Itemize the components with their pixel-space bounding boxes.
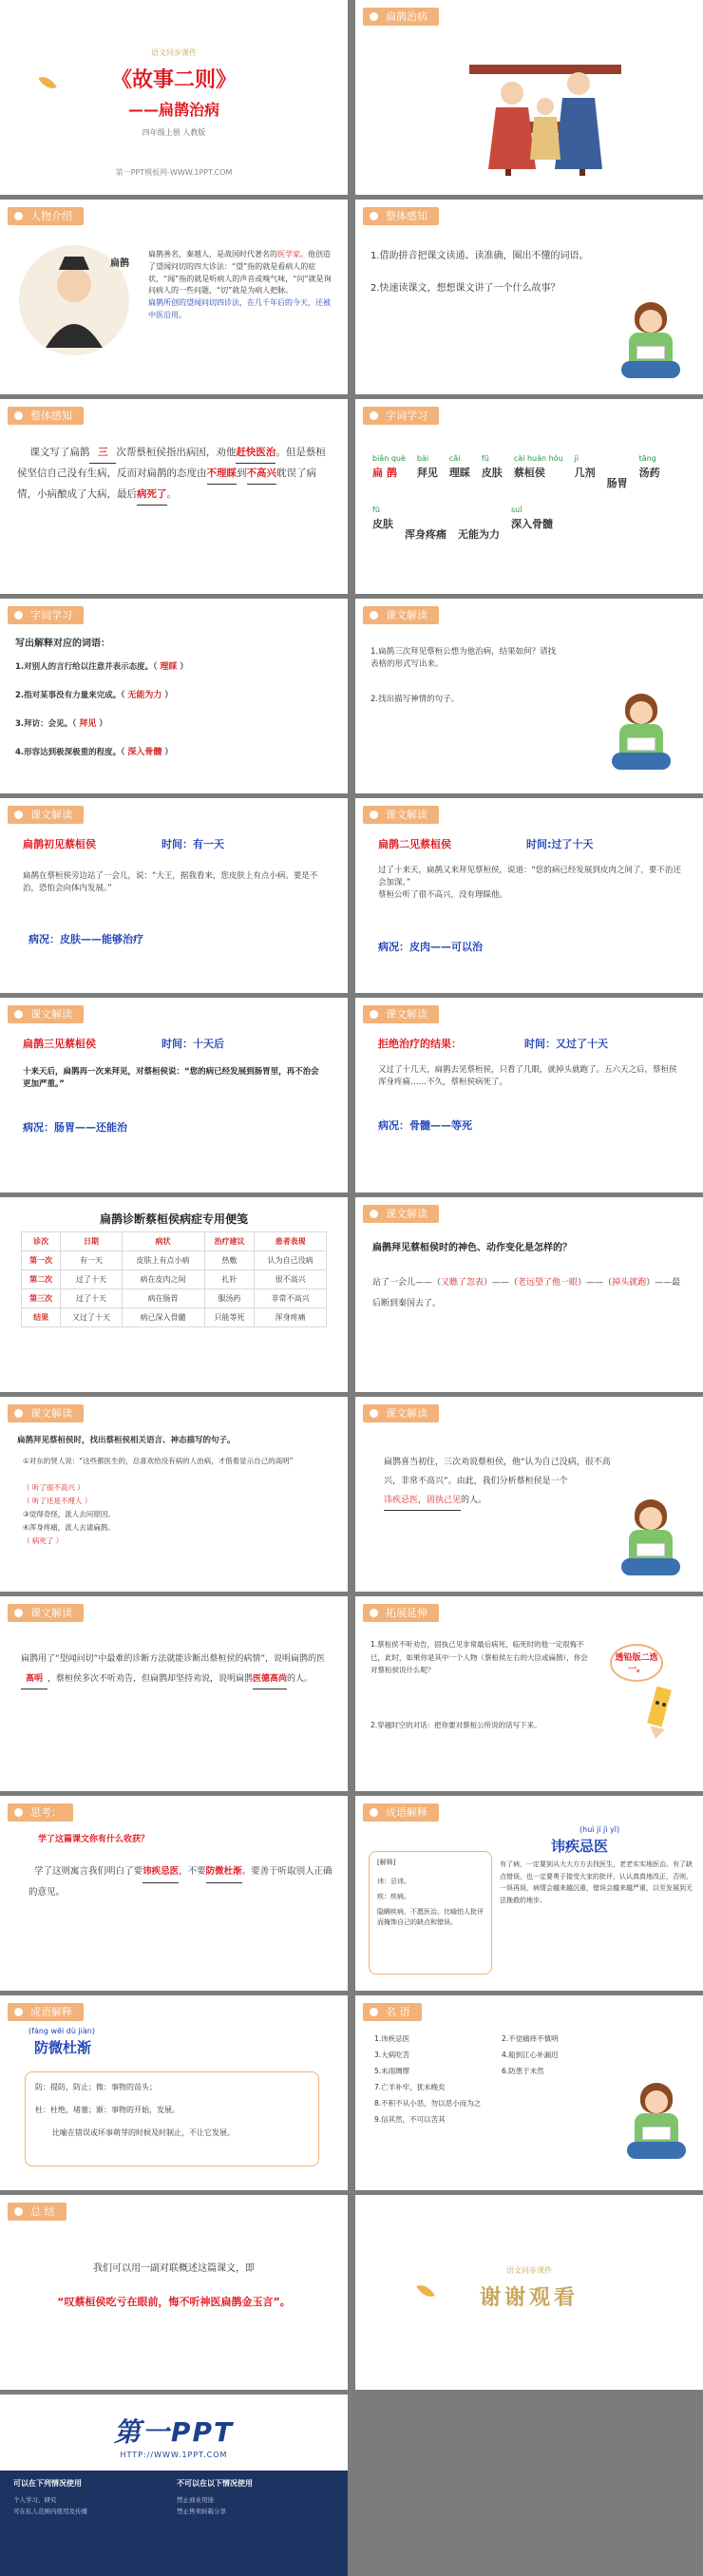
reading-girl-image bbox=[621, 302, 680, 384]
summary-text: 课文写了扁鹊 三 次帮蔡桓侯指出病因，劝他赶快医治。但是蔡桓侯坚信自己没有生病，反而对扁鹊的态度由不理睬到不高兴耽误了病情，小病酿成了大病，最后病死了。 bbox=[17, 443, 331, 506]
visit-text: 十来天后，扁鹊再一次来拜见，对蔡桓侯说：“您的病已经发展到肠胃里，再不治会更加严重。” bbox=[23, 1067, 319, 1090]
vocab-list bbox=[372, 447, 686, 542]
slide-header: 整体感知 bbox=[8, 407, 84, 425]
allowed-item: 可在私人范围内使用及传播 bbox=[13, 2508, 87, 2515]
slide-header: 课文解读 bbox=[8, 1005, 84, 1023]
slide-12-refusal bbox=[355, 998, 703, 1193]
vocab-item: 肠胃 bbox=[606, 477, 628, 489]
vocab-item: suǐ 深入骨髓 bbox=[511, 506, 553, 530]
sentence-intro: 扁鹊拜见蔡桓侯时，找出蔡桓侯相关语言、神态描写的句子。 bbox=[17, 1436, 236, 1445]
slide-header: 扁鹊治病 bbox=[363, 8, 439, 26]
exercise-item: 4.形容达到极深极重的程度。（ 深入骨髓 ） bbox=[15, 748, 173, 757]
saying-item: 5.未雨绸缪 bbox=[374, 2067, 410, 2075]
sentence-item: ④浑身疼痛，派人去请扁鹊。 bbox=[23, 1523, 115, 1532]
slide-9-first-visit bbox=[0, 798, 348, 993]
table-cell: 病在肠胃 bbox=[122, 1289, 204, 1308]
slide-header: 成语解释 bbox=[8, 2003, 84, 2021]
table-title: 扁鹊诊断蔡桓侯病症专用便笺 bbox=[99, 1212, 248, 1226]
slide-25-brand bbox=[0, 2395, 348, 2576]
slide-4-task bbox=[355, 200, 703, 394]
table-cell: 只能等死 bbox=[204, 1308, 255, 1327]
idiom-story: 有了病，一定要到从大大方方去找医生，老老实实地医治。有了缺点错误，也一定要勇于接受大家的批评，认认真真地改正，否则，一误再误，病情会越来越沉重，错误会越来越严重，以至发展到无法挽救的地步。 bbox=[500, 1860, 693, 1904]
slide-8-questions bbox=[355, 599, 703, 793]
visit-text: 又过了十几天，扁鹊去见蔡桓侯，只看了几眼，就掉头就跑了。五六天之后，蔡桓侯浑身疼痛……不久，蔡桓侯病死了。 bbox=[378, 1065, 677, 1088]
saying-item: 2.不觉痛痒不慎明 bbox=[502, 2034, 559, 2043]
definition-line: 杜：杜绝，堵塞；渐：事物的开始，发展。 bbox=[35, 2106, 180, 2114]
cover-footer: 第一PPT模板网-WWW.1PPT.COM bbox=[115, 168, 233, 177]
sentence-item: ①对东的贤人说：“这些都医生的，总喜欢给没有病的人治病，才借着显示自己的高明” bbox=[23, 1457, 294, 1465]
illness-status: 病况：肠胃——还能治 bbox=[23, 1121, 127, 1134]
sentence-item: ③觉得奇怪，派人去问原因。 bbox=[23, 1510, 115, 1518]
visit-heading: 拒绝治疗的结果： bbox=[378, 1038, 462, 1050]
slide-header: 课文解读 bbox=[8, 1604, 84, 1622]
slide-header: 思考： bbox=[8, 1803, 73, 1822]
visit-heading: 扁鹊初见蔡桓侯 bbox=[23, 838, 96, 850]
table-header-cell: 患者表现 bbox=[255, 1232, 327, 1251]
expression-question: 扁鹊拜见蔡桓侯时的神色、动作变化是怎样的？ bbox=[372, 1243, 572, 1253]
allowed-item: 个人学习、研究 bbox=[13, 2496, 57, 2504]
table-cell: 认为自己没病 bbox=[255, 1251, 327, 1270]
vocab-item: cǎi 理睬 bbox=[448, 454, 470, 479]
vocab-item: fū 皮肤 bbox=[481, 454, 503, 479]
illness-status: 病况：皮肤——能够治疗 bbox=[28, 933, 143, 945]
slide-header: 人物介绍 bbox=[8, 207, 84, 225]
table-cell: 很不高兴 bbox=[255, 1270, 327, 1289]
forbidden-item: 禁止商业用途 bbox=[177, 2496, 214, 2504]
saying-item: 6.防患于未然 bbox=[502, 2067, 544, 2075]
definition-box bbox=[369, 1851, 492, 1975]
slide-13-table bbox=[0, 1197, 348, 1392]
diagnosis-table bbox=[21, 1231, 327, 1327]
vocab-item: tāng 汤药 bbox=[638, 454, 660, 479]
analysis-text: 扁鹊喜当初住，三次劝说蔡桓侯，他“认为自己没病，很不高兴，非常不高兴”。由此，我们分析蔡桓侯是一个讳疾忌医，固执己见的人。 bbox=[384, 1454, 612, 1511]
reading-girl-image bbox=[621, 1499, 680, 1581]
table-cell: 非常不高兴 bbox=[255, 1289, 327, 1308]
question-2: 2.找出描写神情的句子。 bbox=[370, 695, 460, 704]
illness-status: 病况：骨髓——等死 bbox=[378, 1119, 472, 1132]
table-header-cell: 病状 bbox=[122, 1232, 204, 1251]
slide-19-reflection bbox=[0, 1796, 348, 1991]
slide-header: 课文解读 bbox=[8, 806, 84, 824]
slide-23-summary bbox=[0, 2195, 348, 2390]
slide-header: 课文解读 bbox=[363, 1205, 439, 1223]
slide-header: 课文解读 bbox=[8, 1404, 84, 1422]
brand-url: HTTP://WWW.1PPT.COM bbox=[120, 2451, 228, 2459]
slide-header: 成语解释 bbox=[363, 1803, 439, 1822]
cover-subtitle: ——扁鹊治病 bbox=[127, 101, 219, 119]
slide-3-person bbox=[0, 200, 348, 394]
slide-11-third-visit bbox=[0, 998, 348, 1193]
pencil-mascot-icon bbox=[640, 1684, 678, 1741]
exercise-intro: 写出解释对应的词语： bbox=[15, 639, 110, 649]
slide-header: 名 语 bbox=[363, 2003, 422, 2021]
exercise-item: 3.拜访：会见。（ 拜见 ） bbox=[15, 719, 107, 729]
idiom-pinyin: (fáng wēi dù jiàn) bbox=[28, 2027, 95, 2035]
table-header-row bbox=[22, 1232, 327, 1251]
table-header-cell: 治疗建议 bbox=[204, 1232, 255, 1251]
sentence-item: （ 听了很不高兴 ） bbox=[23, 1483, 85, 1492]
slide-21-idiom-2 bbox=[0, 1995, 348, 2190]
saying-item: 4.船到江心补漏迟 bbox=[502, 2051, 559, 2059]
slide-header: 整体感知 bbox=[363, 207, 439, 225]
reading-girl-image bbox=[627, 2083, 686, 2165]
slide-14-expression bbox=[355, 1197, 703, 1392]
slide-16-analysis bbox=[355, 1397, 703, 1592]
slide-header: 课文解读 bbox=[363, 806, 439, 824]
vocab-item: 无能为力 bbox=[458, 528, 500, 541]
slide-10-second-visit bbox=[355, 798, 703, 993]
table-cell: 第一次 bbox=[22, 1251, 61, 1270]
table-cell: 又过了十天 bbox=[61, 1308, 122, 1327]
visit-time: 时间：十天后 bbox=[162, 1038, 224, 1050]
story-illustration bbox=[460, 27, 631, 188]
slide-header: 课文解读 bbox=[363, 606, 439, 624]
table-cell: 病已深入骨髓 bbox=[122, 1308, 204, 1327]
slide-5-summary bbox=[0, 399, 348, 594]
summary-couplet: “叹蔡桓侯吃亏在眼前，悔不听神医扁鹊金玉言”。 bbox=[57, 2296, 291, 2308]
exercise-item: 2.指对某事没有力量来完成。（ 无能为力 ） bbox=[15, 691, 173, 700]
table-cell: 第三次 bbox=[22, 1289, 61, 1308]
slide-6-vocab bbox=[355, 399, 703, 594]
extension-task-1: 1.蔡桓侯不听劝告，固执己见非常最后病死，临死时的他一定很悔不已，此时，如果你是其中一个人物（蔡桓侯左右的大臣或扁鹊），你会对蔡桓侯说什么呢？ bbox=[370, 1640, 588, 1674]
slide-1-cover bbox=[0, 0, 348, 195]
person-intro: 扁鹊善名，秦越人，是战国时代著名的医学家。他创造了望闻问切的四大诊法：“望”指的就是看病人的症状，“闻”指的就是听病人的声音或嗅气味，“问”就是询问病人的一些问题，“切”就是为病人把脉。 扁鹊所创的望闻问切四诊法，在几千年后的今天，还被中医沿用。 bbox=[148, 250, 332, 319]
vocab-item: cài huán hóu 蔡桓侯 bbox=[513, 454, 563, 479]
saying-item: 8.不积不从小恶，勿以恶小而为之 bbox=[374, 2099, 482, 2108]
cover-title: 《故事二则》 bbox=[110, 68, 237, 92]
license-panel bbox=[0, 2471, 348, 2576]
slide-22-sayings bbox=[355, 1995, 703, 2190]
definition-line: 防：提防，防止；微：事物的苗头； bbox=[35, 2083, 157, 2091]
table-row bbox=[22, 1289, 327, 1308]
summary-intro: 我们可以用一副对联概述这篇课文，即 bbox=[93, 2263, 255, 2274]
slide-header: 字词学习 bbox=[363, 407, 439, 425]
table-cell: 结果 bbox=[22, 1308, 61, 1327]
definition-line: 比喻在错误或坏事萌芽的时候及时制止，不让它发展。 bbox=[52, 2128, 235, 2137]
table-cell: 扎针 bbox=[204, 1270, 255, 1289]
definition-line: 讳：忌讳。 bbox=[377, 1878, 410, 1885]
saying-item: 1.讳疾忌医 bbox=[374, 2034, 410, 2043]
table-header-cell: 日期 bbox=[61, 1232, 122, 1251]
visit-time: 时间：有一天 bbox=[162, 838, 224, 850]
slide-24-thanks bbox=[355, 2195, 703, 2390]
exercise-item: 1.对别人的言行给以注意并表示态度。（ 理睬 ） bbox=[15, 662, 188, 672]
idiom-pinyin: (huì jí jì yī) bbox=[580, 1825, 620, 1834]
table-header-cell: 诊次 bbox=[22, 1232, 61, 1251]
illness-status: 病况：皮肉——可以治 bbox=[378, 941, 483, 953]
task-1: 1.借助拼音把课文读通、读准确，圈出不懂的词语。 bbox=[370, 251, 589, 261]
reflection-answer: 学了这则寓言我们明白了要讳疾忌医，不要防微杜渐。要善于听取别人正确的意见。 bbox=[28, 1862, 332, 1903]
visit-heading: 扁鹊三见蔡桓侯 bbox=[23, 1038, 96, 1050]
idiom-word: 防微杜渐 bbox=[34, 2039, 92, 2056]
forbidden-title: 不可以在以下情况使用 bbox=[177, 2479, 253, 2488]
visit-text: 扁鹊在蔡桓侯旁边站了一会儿，说：“大王，据我看来，您皮肤上有点小病。要是不治，恐怕会向体内发展。” bbox=[23, 871, 318, 894]
slide-header: 拓展延伸 bbox=[363, 1604, 439, 1622]
cover-grade: 四年级上册 人教版 bbox=[142, 128, 206, 137]
slide-15-sentences bbox=[0, 1397, 348, 1592]
table-cell: 过了十天 bbox=[61, 1289, 122, 1308]
thanks-small-title: 语文同步课件 bbox=[506, 2266, 552, 2275]
slide-17-conclusion bbox=[0, 1596, 348, 1791]
conclusion-text: 扁鹊用了“望闻问切”中最难的诊断方法就能诊断出蔡桓侯的病情”，说明扁鹊的医高明 ，蔡桓侯多次不听劝告，但扁鹊却坚持劝说，说明扁鹊医德高尚的人。 bbox=[21, 1650, 325, 1689]
allowed-title: 可以在下列情况使用 bbox=[13, 2479, 82, 2488]
sayings-list bbox=[374, 2033, 621, 2125]
slide-header: 总 结 bbox=[8, 2203, 66, 2221]
sentence-item: （ 听了还是不理人 ） bbox=[23, 1497, 92, 1505]
portrait-label: 扁鹊 bbox=[110, 258, 129, 269]
table-cell: 热敷 bbox=[204, 1251, 255, 1270]
table-cell: 病在皮肉之间 bbox=[122, 1270, 204, 1289]
slide-header: 课文解读 bbox=[363, 1005, 439, 1023]
visit-heading: 扁鹊二见蔡桓侯 bbox=[378, 838, 451, 850]
reading-girl-image bbox=[612, 694, 671, 775]
speech-bubble: 透铅版二选一。 bbox=[610, 1644, 663, 1682]
slide-20-idiom-1 bbox=[355, 1796, 703, 1991]
slide-header: 字词学习 bbox=[8, 606, 84, 624]
slide-header: 课文解读 bbox=[363, 1404, 439, 1422]
forbidden-item: 禁止售卖转载分享 bbox=[177, 2508, 226, 2515]
definition-box bbox=[25, 2071, 319, 2166]
definition-label: [解释] bbox=[377, 1859, 396, 1866]
table-cell: 皮肤上有点小病 bbox=[122, 1251, 204, 1270]
visit-text: 过了十来天，扁鹊又来拜见蔡桓侯，说道：“您的病已经发展到皮肉之间了，要不治还会加深。” 蔡桓公听了很不高兴，没有理睬他。 bbox=[378, 866, 681, 901]
table-cell: 有一天 bbox=[61, 1251, 122, 1270]
brand-logo: 第一PPT bbox=[113, 2416, 235, 2448]
cover-small-title: 语文同步课件 bbox=[151, 48, 197, 57]
table-cell: 过了十天 bbox=[61, 1270, 122, 1289]
slide-18-extension bbox=[355, 1596, 703, 1791]
vocab-item: fū 皮肤 bbox=[372, 506, 393, 530]
thanks-title: 谢谢观看 bbox=[479, 2286, 579, 2310]
table-cell: 浑身疼痛 bbox=[255, 1308, 327, 1327]
vocab-item: biǎn què 扁 鹊 bbox=[372, 454, 406, 479]
visit-time: 时间：又过了十天 bbox=[524, 1038, 608, 1050]
sentence-item: （ 病死了 ） bbox=[23, 1536, 64, 1545]
vocab-item: jì 几剂 bbox=[574, 454, 596, 479]
expression-answer: 站了一会儿——（又瞧了忽表）——（老远望了他一眼）——（掉头就跑）——最后断到秦国去了。 bbox=[372, 1278, 681, 1308]
slide-2-illustration bbox=[355, 0, 703, 195]
table-cell: 第二次 bbox=[22, 1270, 61, 1289]
saying-item: 7.亡羊补牢，犹未晚矣 bbox=[374, 2083, 446, 2091]
table-row bbox=[22, 1251, 327, 1270]
table-row bbox=[22, 1270, 327, 1289]
saying-item: 3.大病吃苦 bbox=[374, 2051, 410, 2059]
extension-task-2: 2.穿越时空的对话：把你要对蔡桓公所说的话写下来。 bbox=[370, 1721, 542, 1729]
table-row bbox=[22, 1308, 327, 1327]
definition-line: 疾：疾病。 bbox=[377, 1893, 410, 1900]
vocab-item: 浑身疼痛 bbox=[405, 528, 446, 541]
idiom-word: 讳疾忌医 bbox=[551, 1838, 609, 1855]
question-1: 1.扁鹊三次拜见蔡桓公想为他治病，结果如何？请找表格的形式写出来。 bbox=[370, 647, 557, 670]
vocab-item: bài 拜见 bbox=[416, 454, 438, 479]
table-cell: 服汤药 bbox=[204, 1289, 255, 1308]
definition-line: 隐瞒疾病，不愿医治。比喻怕人批评而掩饰自己的缺点和错误。 bbox=[377, 1908, 484, 1926]
slide-7-exercise bbox=[0, 599, 348, 793]
saying-item: 9.信其然，不可以苦其 bbox=[374, 2115, 446, 2124]
task-2: 2.快速读课文，想想课文讲了一个什么故事？ bbox=[370, 283, 560, 294]
reflection-question: 学了这篇课文你有什么收获？ bbox=[38, 1835, 150, 1844]
visit-time: 时间:过了十天 bbox=[526, 838, 594, 850]
